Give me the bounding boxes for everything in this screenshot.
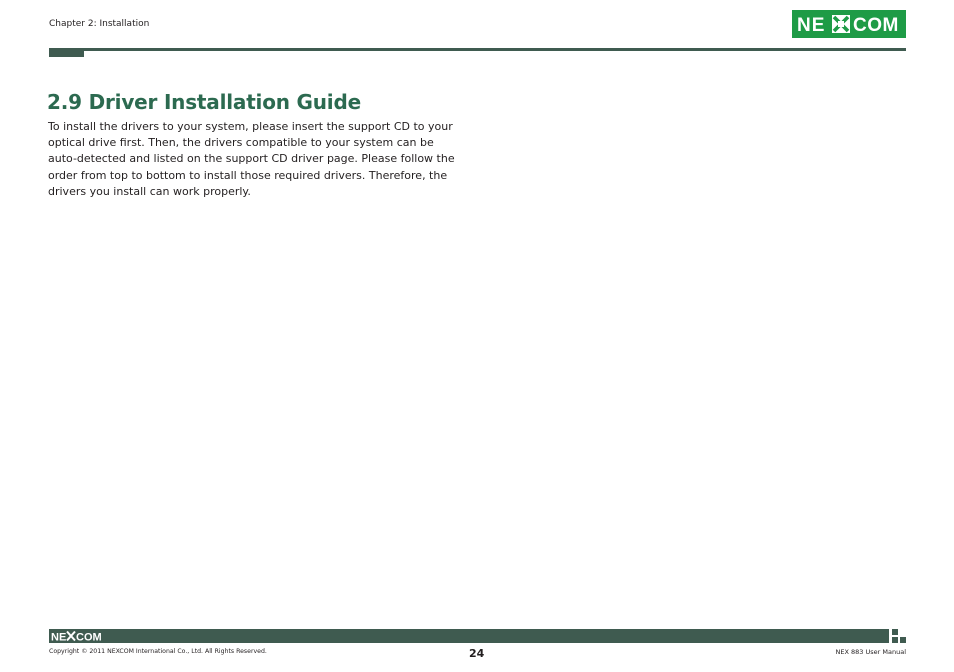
corner-square: [900, 637, 906, 643]
svg-text:COM: COM: [853, 15, 899, 36]
chapter-label: Chapter 2: Installation: [49, 19, 150, 29]
header-rule: [49, 48, 906, 51]
svg-text:COM: COM: [76, 631, 102, 642]
corner-square: [892, 637, 898, 643]
svg-text:NE: NE: [51, 631, 67, 642]
section-title: 2.9 Driver Installation Guide: [47, 90, 361, 114]
header-rule-tab: [49, 48, 84, 57]
corner-square: [892, 629, 898, 635]
copyright-text: Copyright © 2011 NEXCOM International Co., Ltd. All Rights Reserved.: [49, 648, 267, 655]
svg-text:NE: NE: [797, 15, 826, 36]
section-body: To install the drivers to your system, please insert the support CD to your optical drive first. Then, the drivers compatible to your system can be auto-detected and listed on the support CD driver page. Please follow the order from top to bottom to install those required drivers. Therefore, the drivers you install can work properly.: [48, 120, 455, 198]
nexcom-footer-logo: [50, 630, 110, 642]
manual-name: NEX 883 User Manual: [835, 648, 906, 656]
page-number: 24: [469, 647, 485, 660]
nexcom-logo: [792, 10, 906, 38]
footer-bar: [49, 629, 889, 643]
